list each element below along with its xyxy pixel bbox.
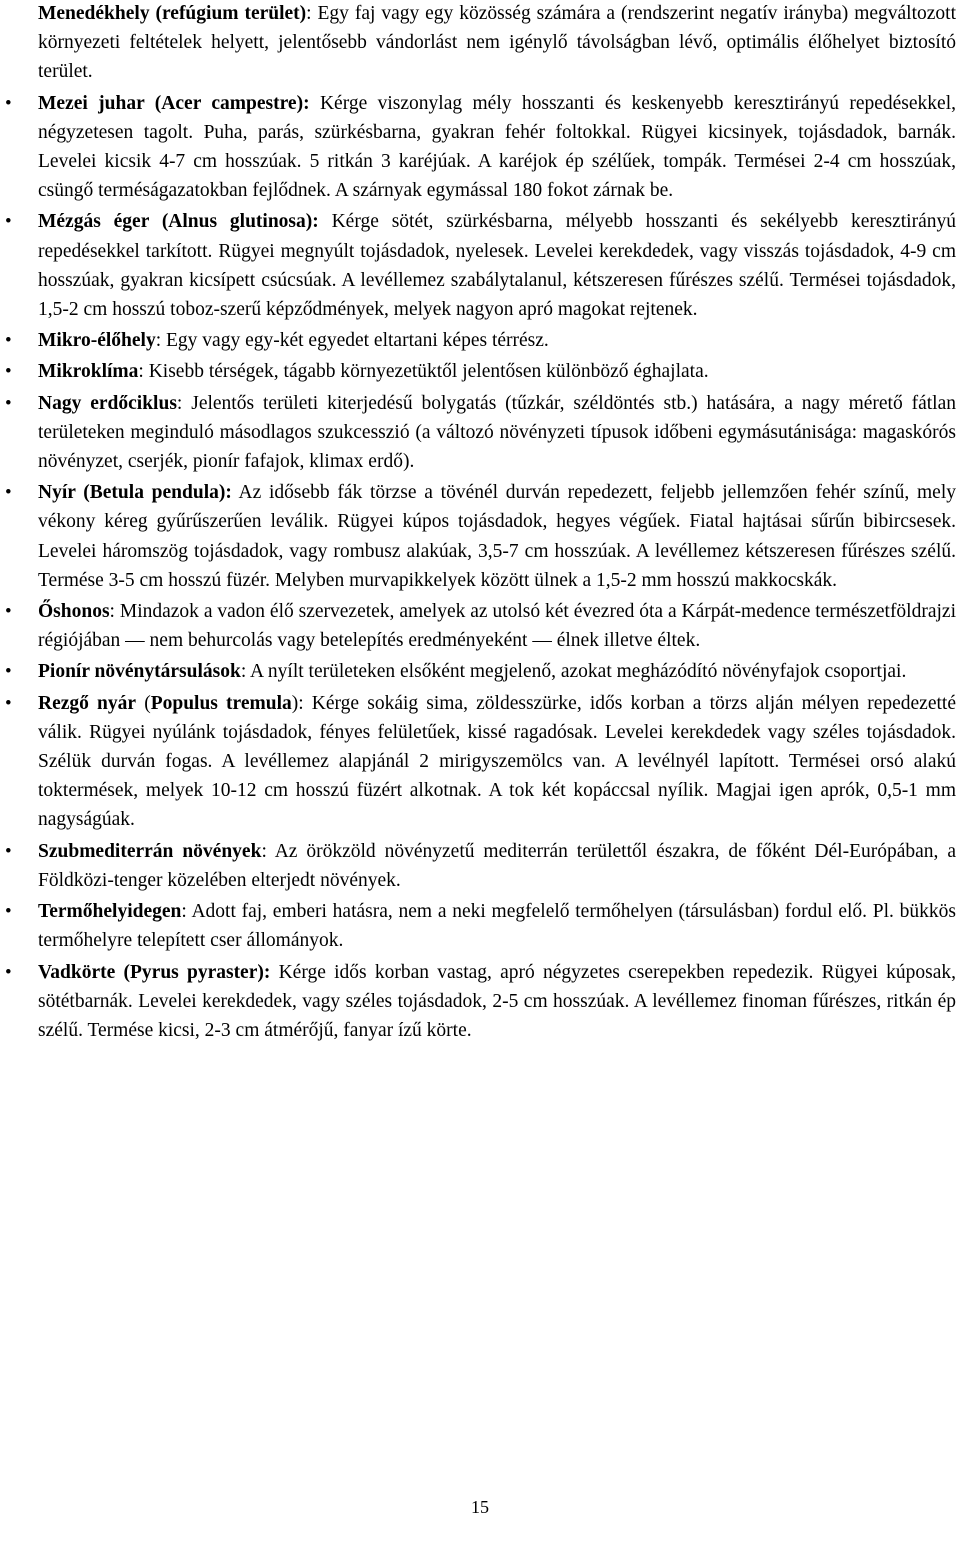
glossary-term: Szubmediterrán növények [38, 840, 262, 862]
glossary-term: Populus tremula [150, 692, 292, 714]
glossary-entry [5, 597, 956, 655]
bullet-icon: • [5, 211, 12, 233]
glossary-entry [5, 478, 956, 595]
glossary-term: Nyír (Betula pendula): [38, 482, 232, 504]
glossary-entry [5, 357, 956, 386]
bullet-icon: • [5, 330, 12, 352]
glossary-term: Nagy erdőciklus [38, 392, 177, 414]
glossary-definition: ( [136, 692, 151, 714]
glossary-entry [5, 326, 956, 355]
bullet-icon: • [5, 392, 12, 414]
glossary-definition: : Egy faj vagy egy közösség számára a (rendszerint negatív irányba) megváltozott környezeti feltételek helyett, jelentősebb vándorlást nem igénylő távolságban lévő, optimális élőhelyet biztosító terület. [38, 3, 956, 83]
bullet-icon: • [5, 901, 12, 923]
glossary-term: Termőhelyidegen [38, 901, 182, 923]
glossary-term: Vadkörte (Pyrus pyraster): [38, 961, 271, 983]
glossary-term: Mezei juhar (Acer campestre): [38, 92, 310, 114]
glossary-definition: : A nyílt területeken elsőként megjelenő, azokat megházódító növényfajok csoportjai. [240, 661, 907, 683]
glossary-definition: : Adott faj, emberi hatásra, nem a neki megfelelő termőhelyen (társulásban) fordul elő. Pl. bükkös termőhelyre telepített cser állományok. [38, 901, 956, 952]
glossary-term: Menedékhely (refúgium terület) [38, 3, 307, 24]
glossary-entry [5, 207, 956, 324]
bullet-icon: • [5, 92, 12, 114]
glossary-entry [5, 958, 956, 1046]
bullet-icon: • [5, 840, 12, 862]
glossary-definition: : Mindazok a vadon élő szervezetek, amelyek az utolsó két évezred óta a Kárpát-medence természetföldrajzi régiójában — nem behurcolás vagy betelepítés eredményeként — élnek illetve éltek. [38, 601, 956, 652]
glossary-entry [5, 689, 956, 835]
glossary-entry [5, 89, 956, 206]
bullet-icon: • [5, 961, 12, 983]
glossary-term: Őshonos [38, 601, 110, 623]
glossary-definition: Kérge idős korban vastag, apró négyzetes cserepekben repedezik. Rügyei kúposak, sötétbarnák. Levelei kerekdedek, vagy széles tojásdadok, 2-5 cm hosszúak. A levéllemez finoman fűrészes, ritkán ép szélű. Termése kicsi, 2-3 cm átmérőjű, fanyar ízű körte. [38, 961, 956, 1041]
glossary-term: Mikroklíma [38, 361, 139, 383]
glossary-definition: : Egy vagy egy-két egyedet eltartani képes térrész. [155, 330, 549, 352]
bullet-icon: • [5, 692, 12, 714]
bullet-icon: • [5, 601, 12, 623]
glossary-entry [5, 657, 956, 686]
bullet-icon: • [5, 661, 12, 683]
bullet-icon: • [5, 361, 12, 383]
glossary-definition: : Jelentős területi kiterjedésű bolygatás (tűzkár, széldöntés stb.) hatására, a nagy mérető fátlan területeken meginduló másodlagos szukcesszió (a változó növényzeti típusok időbeni egymásutánisága: magaskórós növényzet, cserjék, pionír fafajok, klimax erdő). [38, 392, 956, 473]
glossary-definition: : Az örökzöld növényzetű mediterrán területtől északra, de főként Dél-Európában, a Földközi-tenger közelében elterjedt növények. [38, 840, 957, 891]
glossary-entry [5, 837, 957, 895]
glossary-entry [5, 389, 956, 477]
glossary-term: Pionír növénytársulások [38, 661, 241, 683]
glossary-definition: Az idősebb fák törzse a tövénél durván repedezett, feljebb jellemzően fehér színű, mely vékony kéreg gyűrűszerűen leválik. Rügyei kúpos tojásdadok, hegyes végűek. Fiatal hajtásai sűrűn bibircsesek. Levelei háromszög tojásdadok, vagy rombusz alakúak, 3,5-7 cm hosszúak. A levéllemez kétszeresen fűrészes szélű. Termése 3-5 cm hosszú füzér. Melyben murvapikkelyek között ülnek a 1,5-2 mm hosszú makkocskák. [38, 482, 956, 591]
glossary-entry [5, 897, 956, 955]
glossary-entry [38, 0, 956, 87]
bullet-icon: • [5, 482, 12, 504]
glossary-definition: Kérge sötét, szürkésbarna, mélyebb hosszanti és sekélyebb keresztirányú repedésekkel tarkított. Rügyei megnyúlt tojásdadok, nyelesek. Levelei kerekdedek, vagy visszás tojásdadok, 4-9 cm hosszúak, gyakran kicsípett csúcsúak. A levéllemez szabálytalanul, kétszeresen fűrészes szélű. Termései tojásdadok, 1,5-2 cm hosszú toboz-szerű képződmények, melyek nagyon apró magokat rejtenek. [38, 211, 956, 321]
glossary-definition: ): Kérge sokáig sima, zöldesszürke, idős korban a törzs alján mélyen repedezetté válik. Rügyei nyúlánk tojásdadok, fényes felületűek, kissé ragadósak. Levelei kerekdedek vagy széles tojásdadok. Szélük durván fogas. A levéllemez alapjánál 2 mirigyszemölcs van. A levélnyél lapított. Termései orsó alakú toktermések, melyek 10-12 cm hosszú füzért alkotnak. A tok két kopáccsal nyílik. Magjai igen aprók, 0,5-1 mm nagyságúak. [38, 692, 956, 831]
glossary-definition: Kérge viszonylag mély hosszanti és keskenyebb keresztirányú repedésekkel, négyzetesen tagolt. Puha, parás, szürkésbarna, gyakran fehér foltokkal. Rügyei kicsinyek, tojásdadok, barnák. Levelei kicsik 4-7 cm hosszúak. 5 ritkán 3 karéjúak. A karéjok ép szélűek, tompák. Termései 2-4 cm hosszúak, csüngő terméságazatokban fejlődnek. A szárnyak egymással 180 fokot zárnak be. [38, 92, 956, 202]
glossary-term: Rezgő nyár [38, 692, 137, 714]
glossary-definition: : Kisebb térségek, tágabb környezetüktől jelentősen különböző éghajlata. [138, 361, 709, 383]
glossary-term: Mikro-élőhely [38, 330, 156, 352]
glossary-term: Mézgás éger (Alnus glutinosa): [38, 211, 319, 233]
page-number: 15 [471, 1497, 489, 1517]
glossary-list [5, 0, 957, 1047]
